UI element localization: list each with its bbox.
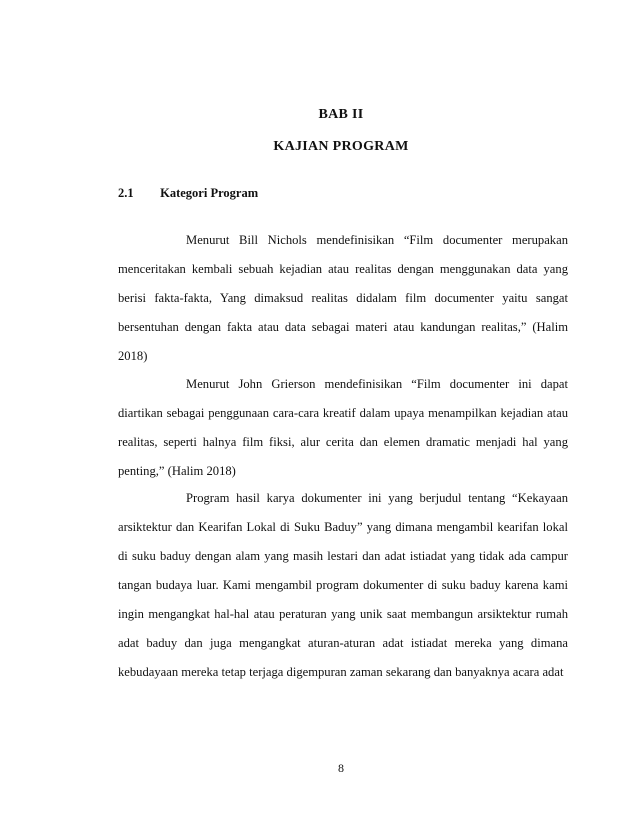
paragraph-john-grierson: Menurut John Grierson mendefinisikan “Film documenter ini dapat diartikan sebagai penggunaan cara-cara kreatif dalam upaya menampilkan kejadian atau realitas, seperti halnya film fiksi, alur cerita dan elemen dramatic menjadi hal yang penting,” (Halim 2018): [118, 377, 568, 478]
section-title: Kategori Program: [160, 186, 259, 200]
section-heading: [118, 186, 258, 201]
chapter-title: KAJIAN PROGRAM: [273, 139, 409, 154]
paragraph-bill-nichols: Menurut Bill Nichols mendefinisikan “Film documenter merupakan menceritakan kembali sebuah kejadian atau realitas dengan menggunakan data yang berisi fakta-fakta, Yang dimaksud realitas didalam film documenter yaitu sangat bersentuhan dengan fakta atau data sebagai materi atau kandungan realitas,” (Halim 2018): [118, 233, 568, 363]
paragraph-program-description: Program hasil karya dokumenter ini yang berjudul tentang “Kekayaan arsiktektur dan Kearifan Lokal di Suku Baduy” yang dimana mengambil kearifan lokal di suku baduy dengan alam yang masih lestari dan adat istiadat yang tidak ada campur tangan budaya luar. Kami mengambil program dokumenter di suku baduy karena kami ingin mengangkat hal-hal atau peraturan yang unik saat membangun arsiktektur rumah adat baduy dan juga mengangkat aturan-aturan adat istiadat mereka yang dimana kebudayaan mereka tetap terjaga digempuran zaman sekarang dan banyaknya acara adat: [118, 491, 568, 679]
section-number: 2.1: [118, 186, 134, 200]
page-number: 8: [338, 761, 344, 775]
chapter-number: BAB II: [318, 107, 364, 122]
